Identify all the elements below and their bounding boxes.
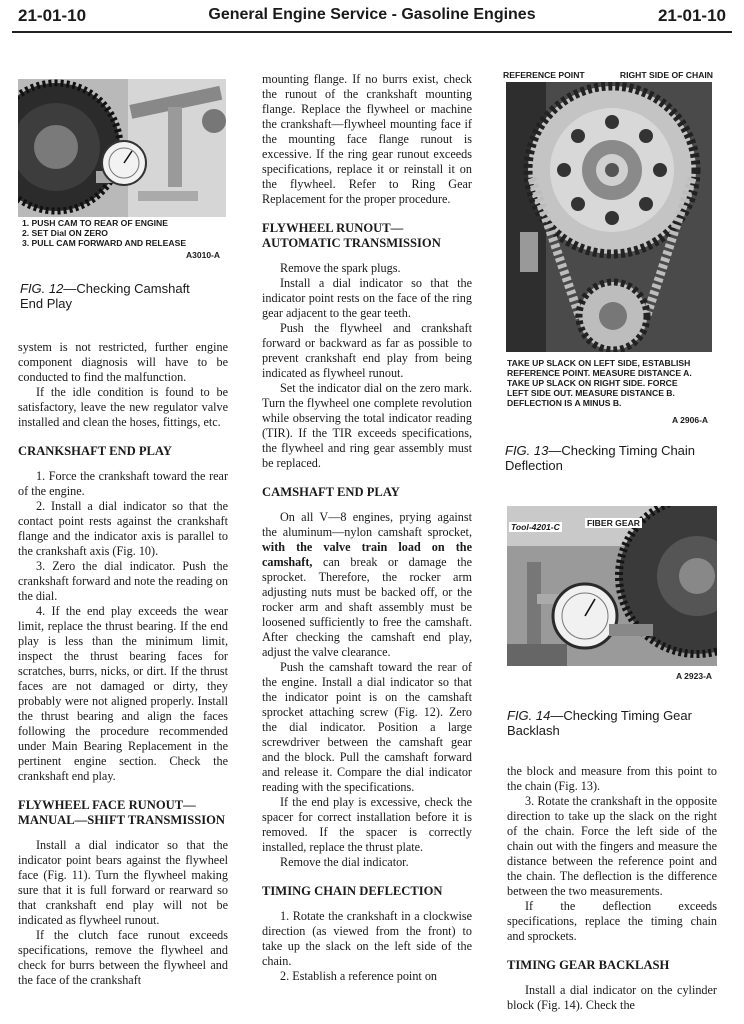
fig13-top-labels (503, 70, 713, 80)
fig13-caption-1: TAKE UP SLACK ON LEFT SIDE, ESTABLISH (507, 358, 691, 368)
step: 1. Rotate the crankshaft in a clockwise direction (as viewed from the front) to take up the slack on the left side of the chain. (262, 909, 472, 968)
paragraph: If the clutch face runout exceeds specifications, remove the flywheel and check for burrs between the flywheel and the face of the crankshaft (18, 928, 228, 987)
paragraph: Push the flywheel and crankshaft forward or backward as far as possible to prevent crankshaft end play from being indicated as flywheel runout. (262, 321, 472, 380)
paragraph: Install a dial indicator so that the indicator point bears against the flywheel face (Fig. 11). Turn the flywheel making sure that it is full forward or rearward so that crankshaft end play will not be indicated as flywheel runout. (18, 838, 228, 927)
fig13-caption-5: DEFLECTION IS A MINUS B. (507, 398, 622, 408)
fig13-code: A 2906-A (672, 415, 709, 425)
fig12-title-text: —Checking Camshaft (63, 281, 190, 296)
column-3 (507, 764, 717, 1013)
fig14-code: A 2923-A (676, 671, 713, 681)
step: 2. Install a dial indicator so that the contact point rests against the crankshaft flange and the indicator axis is parallel to the crankshaft axis (Fig. 10). (18, 499, 228, 558)
paragraph: Push the camshaft toward the rear of the engine. Install a dial indicator so that the indicator point is on the camshaft sprocket attaching screw (Fig. 12). Zero the dial indicator. Position a large screwdriver between the camshaft gear and the block. Pull the camshaft forward and release it. Compare the dial indicator reading with the specifications. (262, 660, 472, 794)
paragraph: mounting flange. If no burrs exist, check the runout of the crankshaft mounting flange. Replace the flywheel or machine the crankshaft—flywheel mounting face if the mounting face flange runout is excessive. If the ring gear runout exceeds specifications, replace it or reinstall it on the flywheel. Refer to Ring Gear Replacement for the proper procedure. (262, 72, 472, 206)
fig12-caption-2: 2. SET Dial ON ZERO (22, 228, 108, 238)
bold-warning: with the valve train load on the camshaft, (262, 540, 472, 569)
fig13-photo (506, 82, 712, 352)
heading-flywheel-face-runout: FLYWHEEL FACE RUNOUT—MANUAL—SHIFT TRANSMISSION (18, 798, 226, 827)
fig13-captions (507, 358, 692, 408)
fig14-fiber-gear-label: FIBER GEAR (587, 518, 640, 528)
step: 1. Force the crankshaft toward the rear of the engine. (18, 469, 228, 498)
paragraph: the block and measure from this point to the chain (Fig. 13). (507, 764, 717, 793)
page-header (0, 6, 744, 32)
fig13-caption-2: REFERENCE POINT. MEASURE DISTANCE A. (507, 368, 692, 378)
page-number-left: 21-01-10 (18, 6, 87, 25)
text-span: can break or damage the sprocket. Therefore, the rocker arm adjusting nuts must be backed off, or the rocker arm and shaft assembly must be loosened sufficiently to free the camshaft. After checking the camshaft end play, adjust the valve clearance. (262, 555, 472, 659)
fig12-caption-1: 1. PUSH CAM TO REAR OF ENGINE (22, 218, 168, 228)
fig12-title (20, 281, 190, 311)
fig12-code: A3010-A (186, 250, 221, 260)
fig13-caption-4: LEFT SIDE OUT. MEASURE DISTANCE B. (507, 388, 675, 398)
fig12-caption-3: 3. PULL CAM FORWARD AND RELEASE (22, 238, 187, 248)
fig13-title (505, 443, 695, 473)
fig12-captions (22, 218, 186, 248)
step: 4. If the end play exceeds the wear limit, replace the thrust bearing. If the end play is less than the minimum limit, inspect the thrust bearing faces for scratches, burrs, nicks, or dirt. If the thrust faces are not damaged or dirty, they probably were not aligned properly. Install the thrust bearing and align the faces following the procedure recommended under Main Bearing Replacement in the pertinent engine section. Check the crankshaft end play. (18, 604, 228, 783)
fig14-title-text: —Checking Timing Gear (550, 708, 692, 723)
heading-camshaft-end-play: CAMSHAFT END PLAY (262, 485, 400, 499)
fig12-number: FIG. 12 (20, 281, 64, 296)
fig12-title-line2: End Play (20, 296, 73, 311)
fig13-title-line2: Deflection (505, 458, 563, 473)
heading-timing-gear-backlash: TIMING GEAR BACKLASH (507, 958, 670, 972)
camshaft-dial-indicator-illustration (18, 79, 226, 217)
fig13-label-right-side: RIGHT SIDE OF CHAIN (619, 70, 713, 80)
fig14-number: FIG. 14 (507, 708, 551, 723)
paragraph: If the deflection exceeds specifications, replace the timing chain and sprockets. (507, 899, 717, 943)
heading-flywheel-runout-automatic: FLYWHEEL RUNOUT—AUTOMATIC TRANSMISSION (262, 221, 441, 250)
fig14-title-line2: Backlash (507, 723, 560, 738)
fig13-label-reference-point: REFERENCE POINT (503, 70, 585, 80)
page-number-right: 21-01-10 (657, 6, 726, 25)
step: 2. Establish a reference point on (280, 969, 438, 983)
running-title: General Engine Service - Gasoline Engines (208, 6, 536, 23)
paragraph: Install a dial indicator so that the indicator point rests on the face of the ring gear adjacent to the gear teeth. (262, 276, 472, 320)
heading-crankshaft-end-play: CRANKSHAFT END PLAY (18, 444, 172, 458)
column-2 (262, 72, 472, 984)
step: 3. Rotate the crankshaft in the opposite direction to take up the slack on the right of the chain. Force the left side of the chain out with the fingers and measure the distance between the reference point and the chain. The deflection is the difference between the two measurements. (507, 794, 717, 898)
fig13-caption-3: TAKE UP SLACK ON RIGHT SIDE. FORCE (507, 378, 678, 388)
paragraph (262, 510, 472, 660)
paragraph: Remove the spark plugs. (280, 261, 401, 275)
paragraph: Install a dial indicator on the cylinder block (Fig. 14). Check the (507, 983, 717, 1012)
step: 3. Zero the dial indicator. Push the crankshaft forward and note the reading on the dial. (18, 559, 228, 603)
timing-chain-illustration (506, 82, 712, 352)
text-span: On all V—8 engines, prying against the aluminum—nylon camshaft sprocket, (262, 510, 472, 539)
paragraph: If the idle condition is found to be satisfactory, leave the new regulator valve installed and clean the hoses, fittings, etc. (18, 385, 228, 429)
paragraph: system is not restricted, further engine component diagnosis will have to be conducted to find the malfunction. (18, 340, 228, 384)
paragraph: Remove the dial indicator. (280, 855, 409, 869)
fig12-photo (18, 79, 226, 217)
fig13-number: FIG. 13 (505, 443, 549, 458)
paragraph: If the end play is excessive, check the spacer for correct installation before it is removed. If the spacer is correctly installed, replace the thrust plate. (262, 795, 472, 854)
fig14-tool-label: Tool-4201-C (511, 522, 560, 532)
fig14-title (507, 708, 692, 738)
paragraph: Set the indicator dial on the zero mark. Turn the flywheel one complete revolution while observing the total indicator reading (TIR). If the TIR exceeds specifications, the flywheel and ring gear assembly must be replaced. (262, 381, 472, 470)
column-1 (18, 340, 228, 988)
header-rule (12, 31, 732, 33)
heading-timing-chain-deflection: TIMING CHAIN DEFLECTION (262, 884, 443, 898)
fig13-title-text: —Checking Timing Chain (548, 443, 696, 458)
